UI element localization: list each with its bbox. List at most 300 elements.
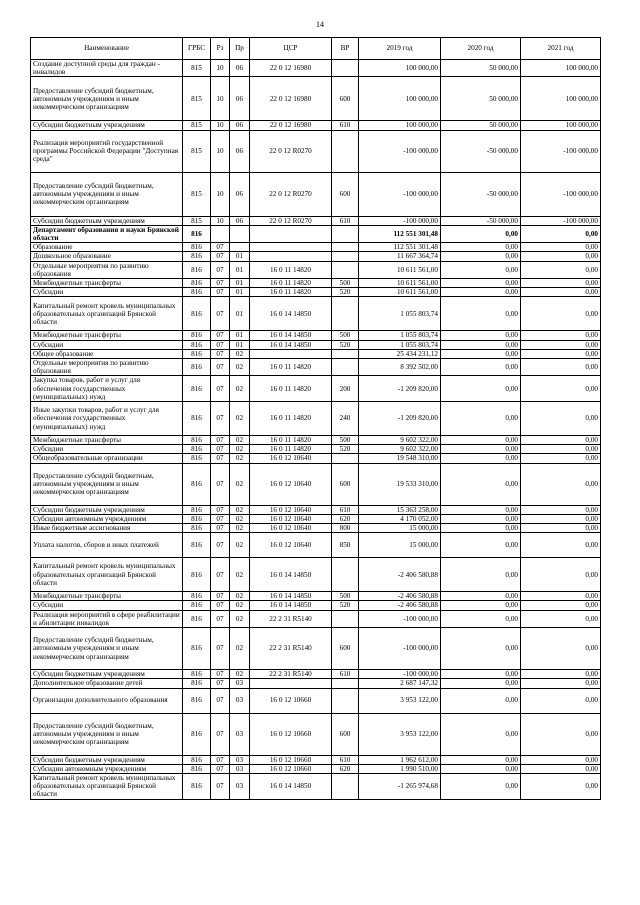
cell-name: Субсидии [31,445,183,454]
cell-2019: 15 000,00 [359,533,441,558]
cell-name: Субсидии бюджетным учреждениям [31,216,183,225]
cell-2019: 112 551 301,48 [359,243,441,252]
cell-2019: -100 000,00 [359,216,441,225]
cell-pr: 03 [230,773,250,799]
cell-2019: 4 170 052,00 [359,514,441,523]
cell-vr: 600 [332,463,359,505]
cell-pr: 02 [230,505,250,514]
cell-vr [332,130,359,172]
cell-pr: 02 [230,628,250,670]
cell-rz: 07 [211,261,230,278]
cell-name: Капитальный ремонт кровель муниципальных образовательных организаций Брянской области [31,558,183,592]
cell-name: Иные бюджетные ассигнования [31,524,183,533]
cell-2020: 0,00 [441,764,521,773]
cell-vr [332,359,359,376]
cell-pr: 02 [230,376,250,402]
cell-vr [332,60,359,77]
cell-grbs: 816 [183,592,211,601]
cell-name: Субсидии бюджетным учреждениям [31,505,183,514]
cell-name: Организации дополнительного образования [31,688,183,713]
cell-grbs: 816 [183,533,211,558]
cell-2019: 1 962 612,00 [359,755,441,764]
cell-rz: 10 [211,130,230,172]
cell-csr: 16 0 14 14850 [250,601,332,610]
cell-vr: 240 [332,402,359,436]
cell-vr: 620 [332,514,359,523]
cell-pr: 02 [230,445,250,454]
cell-2020: -50 000,00 [441,216,521,225]
cell-pr: 02 [230,436,250,445]
table-row [31,60,601,77]
column-header-pr: Пр [230,38,250,60]
cell-2021: 0,00 [521,558,601,592]
cell-vr [332,688,359,713]
cell-name: Межбюджетные трансферты [31,436,183,445]
cell-2019: 15 363 258,00 [359,505,441,514]
cell-2021: 0,00 [521,454,601,463]
cell-2021: 0,00 [521,505,601,514]
cell-vr: 500 [332,436,359,445]
cell-name: Реализация мероприятий в сфере реабилитации и абилитации инвалидов [31,610,183,627]
cell-2021: 0,00 [521,713,601,755]
cell-2019: 2 687 147,32 [359,679,441,688]
cell-rz: 10 [211,172,230,216]
cell-2021: 0,00 [521,445,601,454]
cell-csr: 22 0 12 16980 [250,60,332,77]
cell-2021: 100 000,00 [521,77,601,121]
cell-csr: 16 0 12 10660 [250,764,332,773]
cell-vr: 610 [332,121,359,130]
cell-vr [332,679,359,688]
table-row [31,331,601,340]
cell-grbs: 816 [183,445,211,454]
cell-grbs: 816 [183,454,211,463]
cell-grbs: 816 [183,376,211,402]
cell-name: Реализация мероприятий государственной программы Российской Федерации "Доступная среда" [31,130,183,172]
cell-2020: 0,00 [441,533,521,558]
cell-rz: 07 [211,340,230,349]
cell-rz: 07 [211,331,230,340]
cell-2021: 0,00 [521,755,601,764]
cell-vr: 610 [332,755,359,764]
cell-csr: 22 0 12 R0270 [250,172,332,216]
cell-csr: 16 0 12 10640 [250,505,332,514]
cell-grbs: 816 [183,436,211,445]
budget-table [30,37,601,800]
cell-grbs: 816 [183,610,211,627]
table-row [31,610,601,627]
cell-name: Межбюджетные трансферты [31,592,183,601]
cell-name: Иные закупки товаров, работ и услуг для обеспечения государственных (муниципальных) нужд [31,402,183,436]
cell-grbs: 815 [183,60,211,77]
cell-2021: 0,00 [521,688,601,713]
cell-name: Субсидии бюджетным учреждениям [31,670,183,679]
cell-grbs: 816 [183,601,211,610]
cell-2019: 9 602 322,00 [359,445,441,454]
cell-name: Субсидии [31,601,183,610]
cell-grbs: 816 [183,679,211,688]
cell-pr: 01 [230,340,250,349]
cell-name: Субсидии бюджетным учреждениям [31,755,183,764]
table-row [31,288,601,297]
cell-name: Предоставление субсидий бюджетным, автономным учреждениям и иным некоммерческим организациям [31,77,183,121]
table-row [31,172,601,216]
cell-grbs: 816 [183,524,211,533]
cell-vr: 620 [332,764,359,773]
cell-pr: 02 [230,514,250,523]
column-header-csr: ЦСР [250,38,332,60]
cell-grbs: 816 [183,670,211,679]
cell-vr [332,297,359,331]
cell-vr: 500 [332,331,359,340]
cell-2021: 0,00 [521,514,601,523]
cell-name: Межбюджетные трансферты [31,331,183,340]
cell-2020: 0,00 [441,558,521,592]
cell-2021: 0,00 [521,524,601,533]
cell-pr: 01 [230,279,250,288]
cell-2020: 0,00 [441,755,521,764]
table-row [31,243,601,252]
table-row [31,514,601,523]
cell-pr: 06 [230,121,250,130]
cell-name: Предоставление субсидий бюджетным, автономным учреждениям и иным некоммерческим организациям [31,463,183,505]
cell-2020: 0,00 [441,505,521,514]
cell-name: Создание доступной среды для граждан - инвалидов [31,60,183,77]
cell-2020: 0,00 [441,279,521,288]
cell-grbs: 816 [183,349,211,358]
cell-2021: 0,00 [521,628,601,670]
table-row [31,216,601,225]
cell-2021: 0,00 [521,279,601,288]
cell-rz: 07 [211,288,230,297]
cell-grbs: 816 [183,514,211,523]
cell-2019: 11 667 364,74 [359,252,441,261]
cell-name: Департамент образования и науки Брянской области [31,225,183,242]
table-row [31,524,601,533]
cell-vr: 520 [332,340,359,349]
cell-2021: 0,00 [521,601,601,610]
table-row [31,261,601,278]
cell-pr: 06 [230,77,250,121]
cell-pr: 02 [230,349,250,358]
cell-rz: 07 [211,279,230,288]
cell-pr: 01 [230,288,250,297]
cell-name: Уплата налогов, сборов и иных платежей [31,533,183,558]
cell-csr: 22 2 31 R5140 [250,610,332,627]
cell-2020: 0,00 [441,688,521,713]
cell-2019: -100 000,00 [359,172,441,216]
table-row [31,225,601,242]
cell-2021: 100 000,00 [521,121,601,130]
table-row [31,297,601,331]
cell-2019: 19 548 310,00 [359,454,441,463]
cell-2021: 0,00 [521,402,601,436]
cell-2019: 10 611 561,00 [359,279,441,288]
cell-vr: 800 [332,524,359,533]
cell-csr: 16 0 12 10660 [250,713,332,755]
cell-2019: -1 209 820,00 [359,402,441,436]
cell-2019: 25 434 231,12 [359,349,441,358]
table-row [31,755,601,764]
cell-rz: 10 [211,77,230,121]
cell-name: Капитальный ремонт кровель муниципальных образовательных организаций Брянской области [31,297,183,331]
cell-rz: 07 [211,670,230,679]
cell-rz: 07 [211,402,230,436]
cell-name: Предоставление субсидий бюджетным, автономным учреждениям и иным некоммерческим организациям [31,628,183,670]
cell-2020: -50 000,00 [441,130,521,172]
column-header-vr: ВР [332,38,359,60]
cell-pr: 02 [230,359,250,376]
cell-2019: -1 265 974,68 [359,773,441,799]
cell-csr: 16 0 12 10640 [250,533,332,558]
cell-vr: 520 [332,288,359,297]
cell-2020: 50 000,00 [441,60,521,77]
cell-csr: 16 0 14 14850 [250,297,332,331]
cell-name: Межбюджетные трансферты [31,279,183,288]
cell-rz: 07 [211,679,230,688]
cell-2019: -100 000,00 [359,610,441,627]
cell-csr: 16 0 14 14850 [250,592,332,601]
cell-rz: 07 [211,436,230,445]
cell-2019: 3 953 122,00 [359,688,441,713]
cell-pr: 06 [230,60,250,77]
table-row [31,463,601,505]
cell-csr: 16 0 11 14820 [250,436,332,445]
cell-grbs: 816 [183,773,211,799]
cell-2020: 0,00 [441,243,521,252]
cell-pr: 03 [230,679,250,688]
cell-2020: 0,00 [441,340,521,349]
cell-vr [332,558,359,592]
cell-2020: 0,00 [441,454,521,463]
cell-2021: 0,00 [521,436,601,445]
cell-rz: 07 [211,243,230,252]
cell-2019: 19 533 310,00 [359,463,441,505]
cell-2019: 1 055 803,74 [359,331,441,340]
cell-2021: 0,00 [521,376,601,402]
table-row [31,558,601,592]
cell-2019: 9 602 322,00 [359,436,441,445]
table-row [31,436,601,445]
cell-name: Дошкольное образование [31,252,183,261]
cell-2020: 50 000,00 [441,121,521,130]
cell-csr [250,349,332,358]
cell-csr: 16 0 11 14820 [250,261,332,278]
cell-rz: 07 [211,359,230,376]
cell-2021: 0,00 [521,533,601,558]
cell-2019: 112 551 301,48 [359,225,441,242]
cell-2019: 1 055 803,74 [359,340,441,349]
cell-grbs: 815 [183,130,211,172]
cell-2021: 0,00 [521,252,601,261]
cell-grbs: 816 [183,331,211,340]
table-row [31,601,601,610]
table-row [31,764,601,773]
cell-grbs: 816 [183,558,211,592]
cell-csr: 16 0 11 14820 [250,279,332,288]
cell-rz: 07 [211,463,230,505]
cell-2020: 0,00 [441,463,521,505]
cell-vr [332,349,359,358]
cell-name: Предоставление субсидий бюджетным, автономным учреждениям и иным некоммерческим организациям [31,172,183,216]
cell-2021: 0,00 [521,592,601,601]
cell-2020: 0,00 [441,713,521,755]
cell-grbs: 816 [183,243,211,252]
cell-2019: 10 611 561,00 [359,288,441,297]
cell-2020: 0,00 [441,773,521,799]
cell-grbs: 816 [183,252,211,261]
cell-grbs: 816 [183,340,211,349]
table-row [31,505,601,514]
cell-pr: 02 [230,402,250,436]
cell-2019: 15 000,00 [359,524,441,533]
table-row [31,279,601,288]
table-row [31,130,601,172]
cell-name: Капитальный ремонт кровель муниципальных образовательных организаций Брянской области [31,773,183,799]
cell-pr [230,243,250,252]
cell-grbs: 816 [183,402,211,436]
cell-vr: 500 [332,592,359,601]
cell-2019: 1 990 510,00 [359,764,441,773]
table-row [31,773,601,799]
cell-name: Закупка товаров, работ и услуг для обеспечения государственных (муниципальных) нужд [31,376,183,402]
cell-pr: 02 [230,463,250,505]
cell-2020: 0,00 [441,436,521,445]
cell-vr: 500 [332,279,359,288]
cell-2019: -100 000,00 [359,130,441,172]
column-header-rz: Рз [211,38,230,60]
cell-pr: 06 [230,216,250,225]
cell-2020: 50 000,00 [441,77,521,121]
cell-csr: 16 0 11 14820 [250,445,332,454]
table-row [31,713,601,755]
cell-rz: 07 [211,610,230,627]
cell-csr: 16 0 12 10640 [250,524,332,533]
cell-rz: 07 [211,688,230,713]
cell-2019: 8 392 502,00 [359,359,441,376]
cell-name: Субсидии бюджетным учреждениям [31,121,183,130]
table-row [31,376,601,402]
table-header-row [31,38,601,60]
cell-vr: 610 [332,216,359,225]
cell-2020: 0,00 [441,359,521,376]
cell-csr: 22 0 12 16980 [250,77,332,121]
cell-vr [332,225,359,242]
cell-2019: 1 055 803,74 [359,297,441,331]
cell-2020: 0,00 [441,297,521,331]
table-row [31,533,601,558]
cell-2021: 0,00 [521,340,601,349]
cell-2021: -100 000,00 [521,216,601,225]
cell-pr: 01 [230,331,250,340]
cell-grbs: 816 [183,225,211,242]
page-number: 14 [316,20,324,29]
cell-grbs: 816 [183,288,211,297]
cell-2020: 0,00 [441,331,521,340]
cell-grbs: 816 [183,359,211,376]
cell-pr [230,225,250,242]
cell-csr: 16 0 12 10640 [250,514,332,523]
cell-csr: 16 0 12 10660 [250,688,332,713]
cell-vr: 520 [332,445,359,454]
cell-pr: 02 [230,601,250,610]
table-row [31,121,601,130]
cell-vr [332,773,359,799]
column-header-name: Наименование [31,38,183,60]
cell-2019: 3 953 122,00 [359,713,441,755]
table-row [31,454,601,463]
cell-rz: 07 [211,514,230,523]
cell-rz: 07 [211,755,230,764]
cell-2020: 0,00 [441,679,521,688]
cell-vr: 520 [332,601,359,610]
cell-rz: 10 [211,216,230,225]
cell-name: Субсидии автономным учреждениям [31,764,183,773]
table-row [31,252,601,261]
cell-2021: 0,00 [521,679,601,688]
table-row [31,688,601,713]
budget-table-body [31,60,601,800]
cell-2021: 100 000,00 [521,60,601,77]
cell-2019: -2 406 580,88 [359,601,441,610]
cell-2020: 0,00 [441,376,521,402]
cell-2019: 100 000,00 [359,60,441,77]
cell-2020: 0,00 [441,261,521,278]
cell-csr: 16 0 14 14850 [250,773,332,799]
cell-2020: 0,00 [441,670,521,679]
cell-2020: -50 000,00 [441,172,521,216]
cell-csr: 22 0 12 R0270 [250,216,332,225]
cell-2021: 0,00 [521,773,601,799]
cell-grbs: 816 [183,463,211,505]
cell-csr: 16 0 14 14850 [250,331,332,340]
cell-rz: 07 [211,713,230,755]
cell-rz: 10 [211,60,230,77]
cell-rz [211,225,230,242]
table-row [31,77,601,121]
cell-2020: 0,00 [441,610,521,627]
cell-grbs: 815 [183,216,211,225]
cell-csr [250,679,332,688]
cell-csr: 16 0 12 10660 [250,755,332,764]
cell-name: Отдельные мероприятия по развитию образования [31,261,183,278]
cell-2020: 0,00 [441,252,521,261]
table-row [31,445,601,454]
cell-name: Субсидии [31,288,183,297]
table-row [31,670,601,679]
cell-pr: 02 [230,524,250,533]
cell-vr: 600 [332,172,359,216]
cell-pr: 02 [230,592,250,601]
cell-2020: 0,00 [441,288,521,297]
cell-rz: 10 [211,121,230,130]
cell-rz: 07 [211,628,230,670]
cell-vr: 610 [332,670,359,679]
cell-csr: 16 0 14 14850 [250,558,332,592]
table-row [31,402,601,436]
cell-vr [332,610,359,627]
cell-rz: 07 [211,349,230,358]
cell-pr: 06 [230,130,250,172]
cell-grbs: 816 [183,505,211,514]
cell-rz: 07 [211,773,230,799]
cell-rz: 07 [211,297,230,331]
cell-rz: 07 [211,558,230,592]
column-header-2020: 2020 год [441,38,521,60]
cell-2021: 0,00 [521,610,601,627]
cell-2019: -100 000,00 [359,628,441,670]
cell-csr: 16 0 11 14820 [250,288,332,297]
